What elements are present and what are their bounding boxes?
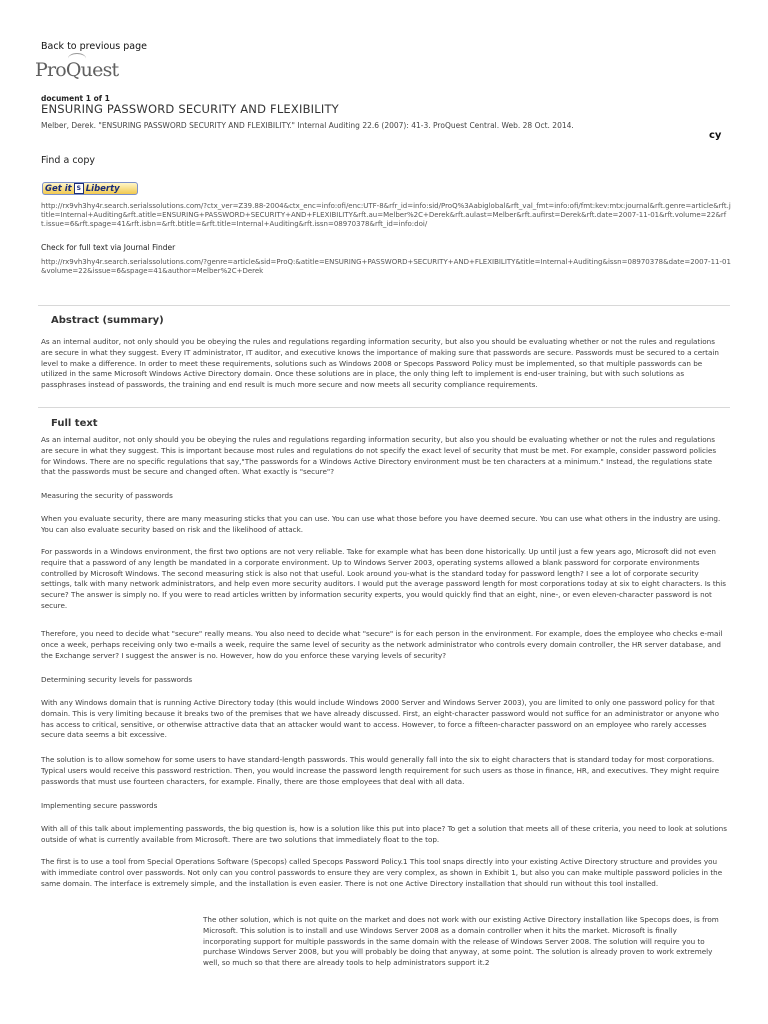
paragraph: The solution is to allow somehow for some users to have standard-length passwords. This would generally fall into the six to eight characters that is standard today for most corporations. Typical users would receive this password restriction. Then, you would increase the password length requirement for such users as those in finance, HR, and executives. They might require passwords that must use fourteen characters, for example. Finally, there are those employees that deal with all data.: [41, 755, 719, 786]
paragraph: When you evaluate security, there are many measuring sticks that you can use. You can use what those before you have deemed secure. You can use what others in the industry are using. You can also evaluate security based on risk and the likelihood of attack.: [41, 514, 721, 534]
journal-finder-label: Check for full text via Journal Finder: [41, 243, 176, 252]
proquest-logo[interactable]: [35, 59, 118, 81]
abstract-heading: Abstract (summary): [51, 315, 164, 326]
library-s-icon: S: [74, 183, 84, 194]
paragraph: With all of this talk about implementing passwords, the big question is, how is a solution like this put into place? To get a solution that meets all of these criteria, you need to look at solutions outside of what is currently available from Microsoft. There are two solutions that immediately float to the top.: [41, 824, 727, 844]
divider: [38, 407, 730, 408]
citation: Melber, Derek. "ENSURING PASSWORD SECURITY AND FLEXIBILITY." Internal Auditing 22.6 (2007): 41-3. ProQuest Central. Web. 28 Oct. 2014.: [41, 121, 574, 130]
get-it-liberty-button[interactable]: [42, 182, 138, 195]
find-a-copy-heading: Find a copy: [41, 155, 96, 166]
logo-arc-icon: [68, 53, 86, 64]
logo-text: ProQuest: [35, 59, 119, 81]
cy-text: cy: [709, 130, 722, 141]
paragraph: The first is to use a tool from Special Operations Software (Specops) called Specops Password Policy.1 This tool snaps directly into your existing Active Directory structure and provides you with immediate control over passwords. Not only can you control passwords to ensure they are very complex, as shown in Exhibit 1, but also you can make multiple password policies in the same domain. The interface is extremely simple, and the installation is even easier. There is not one Active Directory installation that should run without this tool installed.: [41, 857, 723, 888]
paragraph-indented: The other solution, which is not quite on the market and does not work with our existing Active Directory installation like Specops does, is from Microsoft. This solution is to install and use Windows Server 2008 as a domain controller when it hits the market. Microsoft is finally incorporating support for multiple passwords in the same domain with the release of Windows Server 2008. The solution will require you to purchase Windows Server 2008, but you will probably be doing that anyway, at some point. The solution is already proven to work extremely well, so much so that there are already tools to help administrators support it.2: [203, 915, 719, 968]
getit-label: Get it: [45, 183, 72, 194]
subheading: Determining security levels for passwords: [41, 675, 193, 684]
divider: [38, 305, 730, 306]
openurl-link[interactable]: http://rx9vh3hy4r.search.serialssolutions.com/?ctx_ver=Z39.88-2004&ctx_enc=info:ofi/enc:UTF-8&rfr_id=info:sid/ProQ%3Aabiglobal&rft_val_fmt=info:ofi/fmt:kev:mtx:journal&rft.genre=article&rft.jtitle=Internal+Auditing&rft.atitle=ENSURING+PASSWORD+SECURITY+AND+FLEXIBILITY&rft.au=Melber%2C+Derek&rft.aulast=Melber&rft.aufirst=Derek&rft.date=2007-11-01&rft.volume=22&rft.issue=6&rft.spage=41&rft.isbn=&rft.btitle=&rft.title=Internal+Auditing&rft.issn=08970378&rft_id=info:doi/: [41, 202, 731, 228]
getit-brand: Liberty: [85, 183, 120, 194]
back-to-previous-page-link[interactable]: Back to previous page: [41, 41, 148, 52]
journal-finder-link[interactable]: http://rx9vh3hy4r.search.serialssolutions.com/?genre=article&sid=ProQ:&atitle=ENSURING+PASSWORD+SECURITY+AND+FLEXIBILITY&title=Internal+Auditing&issn=08970378&date=2007-11-01&volume=22&issue=6&spage=41&author=Melber%2C+Derek: [41, 258, 731, 275]
subheading: Measuring the security of passwords: [41, 491, 173, 500]
document-count: document 1 of 1: [41, 94, 110, 103]
abstract-text: As an internal auditor, not only should you be obeying the rules and regulations regarding information security, but also you should be evaluating whether or not the rules and regulations are secure in what they suggest. Every IT administrator, IT auditor, and executive knows the importance of making sure that passwords are secure. Passwords must be secured to a certain level to make a difference. In order to meet these requirements, solutions such as Windows 2008 or Specops Password Policy must be implemented, so that multiple passwords can be utilized in the same Microsoft Windows Active Directory domain. Once these solutions are in place, the only thing left to implement is end-user training, but with such solutions as passphrases instead of passwords, the training and end result is much more secure and now meets all security compliance requirements.: [41, 337, 719, 390]
full-text-heading: Full text: [51, 418, 98, 429]
paragraph: As an internal auditor, not only should you be obeying the rules and regulations regarding information security, but also you should be evaluating whether or not the rules and regulations are secure in what they suggest. This is important because most rules and regulations do not specify the exact level of security that must be met. For example, consider password policies for Windows. There are no specific regulations that say,"The passwords for a Windows Active Directory environment must be ten characters at a minimum." Instead, the regulations state that the passwords must be secure and changed often. What exactly is "secure"?: [41, 435, 717, 477]
subheading: Implementing secure passwords: [41, 801, 158, 810]
paragraph: With any Windows domain that is running Active Directory today (this would include Windows 2000 Server and Windows Server 2003), you are limited to only one password policy for that domain. This is very limiting because it breaks two of the premises that we have already discussed. First, an eight-character password would not suffice for an administrator or anyone who has access to critical, sensitive, or otherwise attractive data that an attacker would want to access. However, to force a fifteen-character password on an employee who rarely accesses secure data seems a bit excessive.: [41, 698, 719, 740]
paragraph: For passwords in a Windows environment, the first two options are not very reliable. Take for example what has been done historically. Up until just a few years ago, Microsoft did not even require that a password of any length be mandated in a corporate environment. Up to Windows Server 2003, operating systems allowed a blank password for corporate environments controlled by Microsoft Windows. The second measuring stick is also not that useful. Look around you-what is the standard today for password length? I see a lot of corporate security settings, talk with many network administrators, and help even more security auditors. I would put the average password length for most corporations today at six to eight characters. Is this secure? The answer is simply no. If you were to read articles written by information security experts, you would quickly find that an eight, nine-, or even eleven-character password is not secure.: [41, 547, 726, 610]
document-title: ENSURING PASSWORD SECURITY AND FLEXIBILITY: [41, 102, 339, 116]
paragraph: Therefore, you need to decide what "secure" really means. You also need to decide what "secure" is for each person in the environment. For example, does the employee who checks e-mail once a week, perhaps receiving only two e-mails a week, require the same level of security as the network administrator who controls every domain controller, the HR server database, and the Exchange server? I suggest the answer is no. However, how do you enforce these varying levels of security?: [41, 629, 723, 660]
